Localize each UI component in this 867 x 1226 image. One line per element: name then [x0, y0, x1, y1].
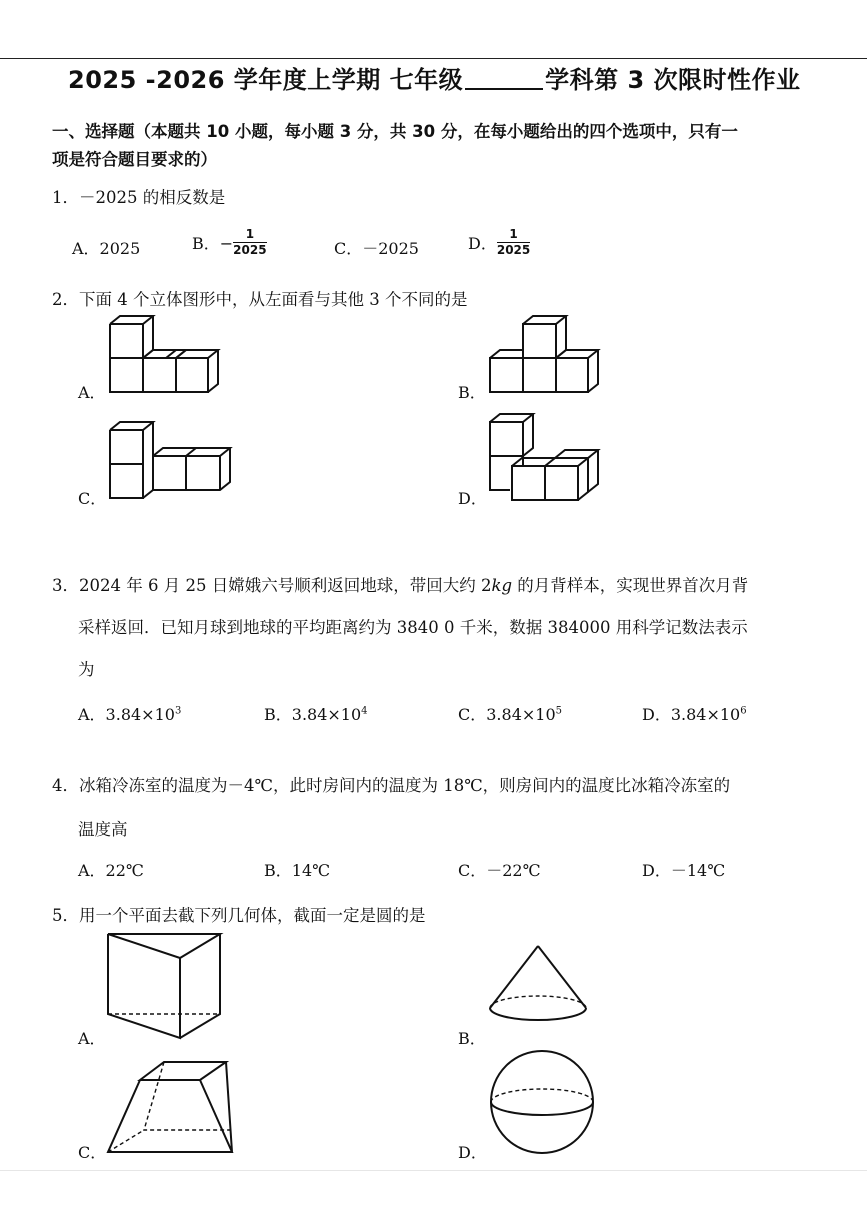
q1-option-a: A．2025 [72, 239, 141, 258]
q5-prism-figure-a [104, 930, 224, 1040]
question-5-stem: 5．用一个平面去截下列几何体，截面一定是圆的是 [52, 906, 426, 925]
q4-option-b: B．14℃ [264, 861, 331, 880]
top-rule [0, 58, 867, 59]
question-3-line1 [52, 572, 748, 596]
fraction-denominator: 2025 [233, 243, 267, 257]
q3-option-d-text: D．3.84×10 [642, 705, 741, 724]
q4-option-d: D．－14℃ [642, 861, 726, 880]
q5-option-c: C． [78, 1143, 107, 1162]
q1-option-b-fraction [233, 228, 266, 257]
q2-cube-figure-a [108, 314, 220, 394]
q3-option-c-exponent: 5 [555, 705, 563, 717]
q3-line1-post: 的月背样本，实现世界首次月背 [512, 576, 749, 595]
q4-option-c: C．－22℃ [458, 861, 541, 880]
question-1-stem: 1．－2025 的相反数是 [52, 188, 226, 207]
q3-option-a-text: A．3.84×10 [78, 705, 175, 724]
q5-frustum-figure-c [104, 1058, 238, 1158]
q3-option-c-text: C．3.84×10 [458, 705, 556, 724]
q3-option-b [264, 702, 368, 725]
page-title [68, 60, 801, 95]
fraction-denominator: 2025 [496, 243, 531, 257]
fraction-numerator: 1 [509, 227, 518, 241]
bottom-rule [0, 1170, 867, 1171]
q5-option-b: B． [458, 1029, 486, 1048]
q1-option-b [192, 228, 267, 257]
q5-option-d: D． [458, 1143, 487, 1162]
title-right: 学科第 3 次限时性作业 [545, 66, 801, 94]
subject-blank [465, 68, 543, 90]
q2-option-d: D． [458, 489, 487, 508]
q1-option-d [468, 228, 530, 257]
q1-option-b-prefix: B．− [192, 234, 234, 253]
section-header-line2: 项是符合题目要求的） [52, 150, 217, 169]
q3-option-b-exponent: 4 [361, 705, 368, 717]
q3-option-a-exponent: 3 [174, 705, 182, 717]
q3-option-c [458, 702, 562, 725]
q2-option-a: A． [78, 383, 106, 402]
q2-cube-figure-b [488, 314, 600, 394]
q2-option-b: B． [458, 383, 486, 402]
section-header-line1: 一、选择题（本题共 10 小题，每小题 3 分，共 30 分，在每小题给出的四个选项中，只有一 [52, 122, 738, 141]
question-4-line1: 4．冰箱冷冻室的温度为－4℃，此时房间内的温度为 18℃，则房间内的温度比冰箱冷冻室的 [52, 776, 731, 795]
q3-unit-kg: kg [491, 576, 513, 595]
q3-line1-pre: 3．2024 年 6 月 25 日嫦娥六号顺利返回地球，带回大约 2 [52, 576, 492, 595]
q3-option-b-text: B．3.84×10 [264, 705, 362, 724]
q4-option-a: A．22℃ [78, 861, 144, 880]
fraction-numerator: 1 [245, 227, 255, 241]
q5-option-a: A． [78, 1029, 106, 1048]
q3-option-a [78, 702, 181, 725]
question-4-line2: 温度高 [78, 820, 128, 839]
q1-option-d-prefix: D． [468, 234, 497, 253]
title-left: 2025 -2026 学年度上学期 七年级 [68, 66, 464, 94]
question-3-line3: 为 [78, 660, 95, 679]
q1-option-d-fraction [497, 228, 530, 257]
q2-option-c: C． [78, 489, 107, 508]
q5-sphere-figure-d [488, 1048, 596, 1156]
q2-cube-figure-c [108, 420, 232, 500]
q3-option-d-exponent: 6 [740, 705, 747, 717]
question-2-stem: 2．下面 4 个立体图形中，从左面看与其他 3 个不同的是 [52, 290, 468, 309]
q3-option-d [642, 702, 747, 725]
question-3-line2: 采样返回．已知月球到地球的平均距离约为 3840 0 千米，数据 384000 用科学记数法表示 [78, 618, 748, 637]
q1-option-c: C．－2025 [334, 239, 419, 258]
q2-cube-figure-d [488, 412, 604, 502]
q5-cone-figure-b [486, 944, 590, 1024]
